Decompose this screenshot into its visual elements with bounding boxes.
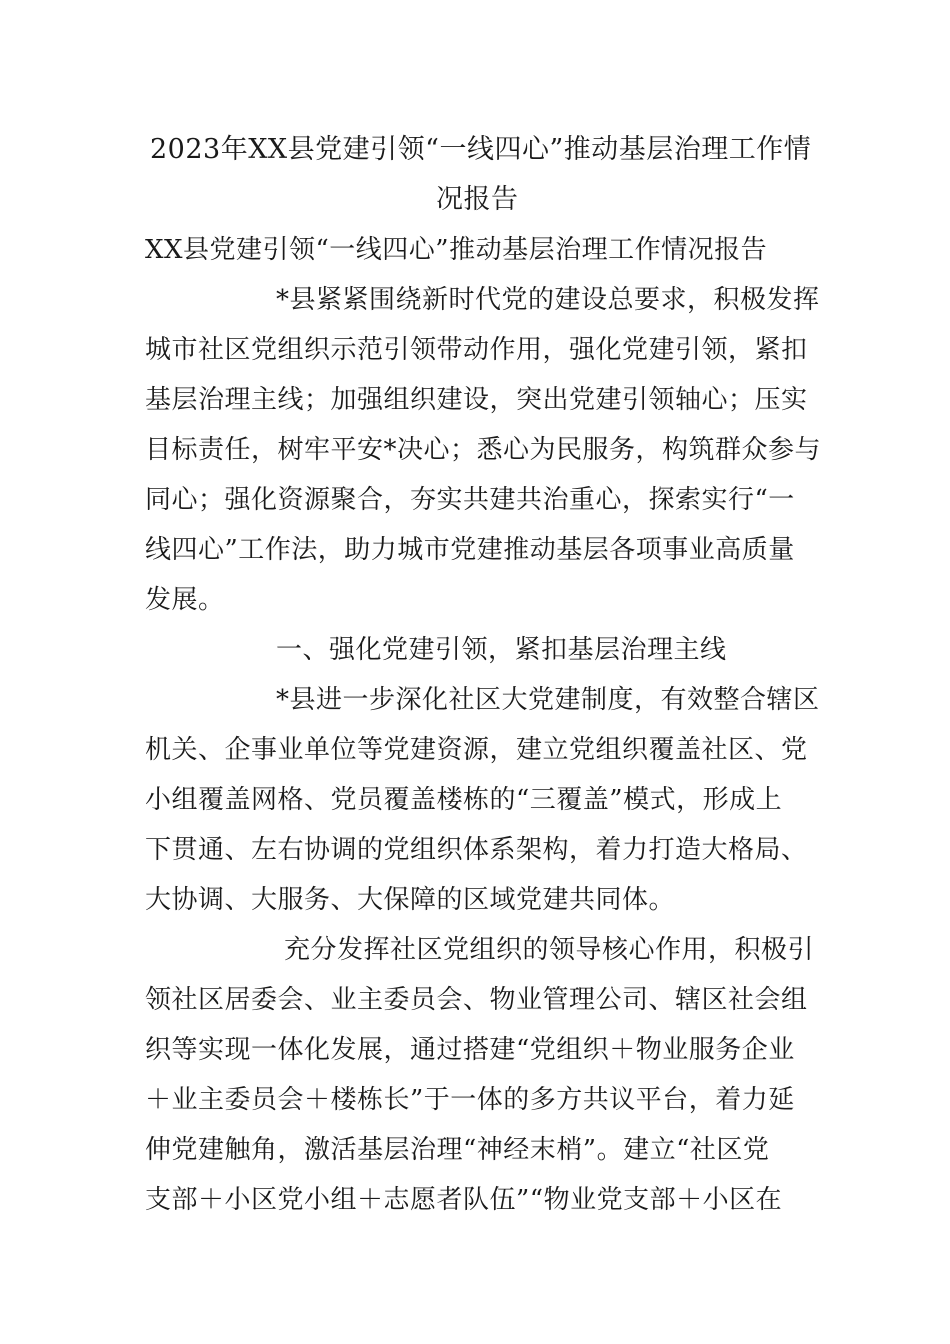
document-subtitle: XX县党建引领“一线四心”推动基层治理工作情况报告 xyxy=(145,235,768,265)
paragraph-3-line-6: 支部＋小区党小组＋志愿者队伍”“物业党支部＋小区在 xyxy=(145,1185,783,1215)
paragraph-1-line-3: 基层治理主线；加强组织建设，突出党建引领轴心；压实 xyxy=(145,385,808,415)
document-title-line-2: 况报告 xyxy=(436,184,519,215)
paragraph-1-line-6: 线四心”工作法，助力城市党建推动基层各项事业高质量 xyxy=(145,535,795,565)
paragraph-1-line-1: *县紧紧围绕新时代党的建设总要求，积极发挥 xyxy=(276,285,820,315)
paragraph-3-line-3: 织等实现一体化发展，通过搭建“党组织＋物业服务企业 xyxy=(145,1035,795,1065)
paragraph-1-line-5: 同心；强化资源聚合，夯实共建共治重心，探索实行“一 xyxy=(145,485,795,515)
paragraph-3-line-5: 伸党建触角，激活基层治理“神经末梢”。建立“社区党 xyxy=(145,1135,770,1165)
paragraph-3-line-4: ＋业主委员会＋楼栋长”于一体的多方共议平台，着力延 xyxy=(145,1085,795,1115)
paragraph-2-line-3: 小组覆盖网格、党员覆盖楼栋的“三覆盖”模式，形成上 xyxy=(145,785,783,815)
section-1-heading: 一、强化党建引领，紧扣基层治理主线 xyxy=(276,635,727,665)
paragraph-3-line-2: 领社区居委会、业主委员会、物业管理公司、辖区社会组 xyxy=(145,985,808,1015)
paragraph-1-line-7: 发展。 xyxy=(145,585,225,615)
paragraph-3-line-1: 充分发挥社区党组织的领导核心作用，积极引 xyxy=(284,935,815,965)
paragraph-2-line-4: 下贯通、左右协调的党组织体系架构，着力打造大格局、 xyxy=(145,835,808,865)
paragraph-1-line-2: 城市社区党组织示范引领带动作用，强化党建引领，紧扣 xyxy=(145,335,808,365)
paragraph-2-line-2: 机关、企事业单位等党建资源，建立党组织覆盖社区、党 xyxy=(145,735,808,765)
paragraph-1-line-4: 目标责任，树牢平安*决心；悉心为民服务，构筑群众参与 xyxy=(145,435,822,465)
paragraph-2-line-1: *县进一步深化社区大党建制度，有效整合辖区 xyxy=(276,685,820,715)
document-title-line-1: 2023年XX县党建引领“一线四心”推动基层治理工作情 xyxy=(150,134,812,165)
paragraph-2-line-5: 大协调、大服务、大保障的区域党建共同体。 xyxy=(145,885,676,915)
